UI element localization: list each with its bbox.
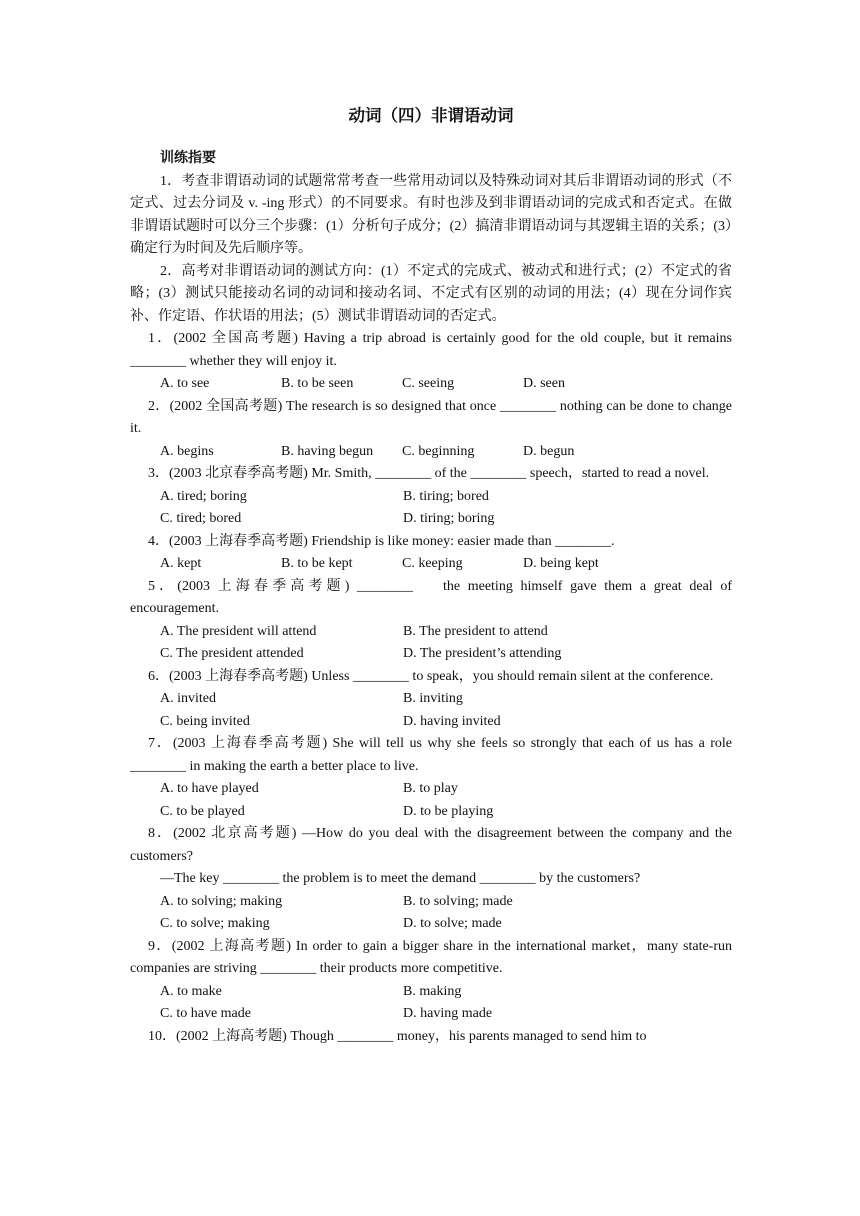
- question-options: [130, 913, 732, 936]
- question-options: [130, 688, 732, 711]
- question-5: [130, 576, 732, 666]
- option-d: D. having made: [403, 1006, 493, 1021]
- question-stem: 6．(2003 上海春季高考题) Unless ________ to speak，you should remain silent at the conference.: [148, 668, 714, 684]
- question-9: [130, 936, 732, 1026]
- question-stem: 8．(2002 北京高考题) —How do you deal with the disagreement between the company and the customers?: [130, 826, 732, 864]
- option-d: D. to be playing: [403, 803, 494, 819]
- option-b: B. to be seen: [281, 376, 354, 391]
- question-options: [130, 508, 732, 531]
- option-b: B. making: [403, 983, 462, 999]
- question-2: [130, 396, 732, 464]
- option-b: B. to play: [403, 781, 458, 796]
- question-3: [130, 463, 732, 531]
- question-options: [130, 801, 732, 824]
- option-d: D. to solve; made: [403, 916, 502, 931]
- option-a: A. begins: [160, 443, 214, 459]
- question-stem: 7．(2003 上海春季高考题) She will tell us why she feels so strongly that each of us has a role ________ in making the earth a better place to live.: [130, 736, 732, 774]
- guide-paragraph-1: 1．考查非谓语动词的试题常常考查一些常用动词以及特殊动词对其后非谓语动词的形式（不定式、过去分词及 v. -ing 形式）的不同要求。有时也涉及到非谓语动词的完成式和否定式。在做非谓语试题时可以分三个步骤：(1）分析句子成分；(2）搞清非谓语动词与其逻辑主语的关系；(3）确定行为时间及先后顺序等。: [130, 173, 732, 256]
- question-options: [130, 373, 732, 396]
- question-stem: 3．(2003 北京春季高考题) Mr. Smith, ________ of the ________ speech，started to read a novel.: [148, 466, 710, 481]
- question-options: [130, 981, 732, 1004]
- question-stem-reply: —The key ________ the problem is to meet the demand ________ by the customers?: [160, 871, 641, 886]
- page-title: 动词（四）非谓语动词: [348, 106, 514, 125]
- option-a: A. to make: [160, 983, 222, 999]
- option-b: B. inviting: [403, 691, 463, 706]
- option-c: C. being invited: [160, 713, 250, 729]
- option-a: A. to solving; making: [160, 893, 283, 909]
- option-c: C. The president attended: [160, 646, 304, 661]
- question-stem: 9．(2002 上海高考题) In order to gain a bigger share in the international market，many state-run companies are striving ________ their products more competitive.: [130, 938, 732, 976]
- question-options: [130, 891, 732, 914]
- option-a: A. to see: [160, 376, 210, 391]
- question-4: [130, 531, 732, 576]
- option-c: C. seeing: [402, 376, 455, 391]
- question-options: [130, 1003, 732, 1026]
- option-a: A. kept: [160, 556, 202, 571]
- question-8: [130, 823, 732, 936]
- document-body: [130, 148, 732, 1048]
- question-10: [130, 1026, 732, 1049]
- option-c: C. to solve; making: [160, 916, 270, 931]
- question-options: [130, 553, 732, 576]
- option-b: B. to be kept: [281, 556, 353, 571]
- question-stem: 1．(2002 全国高考题) Having a trip abroad is certainly good for the old couple, but it remains ________ whether they will enjoy it.: [130, 331, 732, 369]
- option-d: D. begun: [523, 443, 575, 459]
- option-b: B. tiring; bored: [403, 488, 489, 504]
- option-a: A. invited: [160, 691, 216, 706]
- option-d: D. tiring; boring: [403, 511, 495, 526]
- question-options: [130, 621, 732, 644]
- option-c: C. keeping: [402, 556, 463, 571]
- section-heading: 训练指要: [160, 151, 216, 166]
- question-6: [130, 666, 732, 734]
- question-1: [130, 328, 732, 396]
- option-b: B. having begun: [281, 443, 374, 459]
- option-c: C. to have made: [160, 1006, 251, 1021]
- question-stem: 5．(2003 上海春季高考题) ________ the meeting himself gave them a great deal of encouragement.: [130, 578, 732, 616]
- option-a: A. The president will attend: [160, 623, 317, 639]
- option-d: D. seen: [523, 376, 565, 391]
- option-d: D. having invited: [403, 713, 501, 729]
- option-c: C. to be played: [160, 803, 245, 819]
- option-b: B. The president to attend: [403, 623, 548, 639]
- option-c: C. tired; bored: [160, 511, 242, 526]
- question-stem: 2．(2002 全国高考题) The research is so designed that once ________ nothing can be done to change it.: [130, 398, 732, 436]
- question-stem: 4．(2003 上海春季高考题) Friendship is like money: easier made than ________.: [148, 533, 615, 549]
- question-options: [130, 778, 732, 801]
- option-d: D. being kept: [523, 556, 599, 571]
- option-b: B. to solving; made: [403, 893, 513, 909]
- option-a: A. tired; boring: [160, 488, 247, 504]
- guide-paragraph-2: 2．高考对非谓语动词的测试方向：(1）不定式的完成式、被动式和进行式；(2）不定式的省略；(3）测试只能接动名词的动词和接动名词、不定式有区别的动词的用法；(4）现在分词作宾补、作定语、作状语的用法；(5）测试非谓语动词的否定式。: [130, 263, 732, 324]
- question-options: [130, 486, 732, 509]
- question-options: [130, 441, 732, 464]
- option-a: A. to have played: [160, 781, 259, 796]
- option-d: D. The president’s attending: [403, 646, 562, 661]
- question-options: [130, 711, 732, 734]
- question-options: [130, 643, 732, 666]
- question-stem: 10．(2002 上海高考题) Though ________ money，his parents managed to send him to: [148, 1028, 647, 1044]
- question-7: [130, 733, 732, 823]
- option-c: C. beginning: [402, 443, 475, 459]
